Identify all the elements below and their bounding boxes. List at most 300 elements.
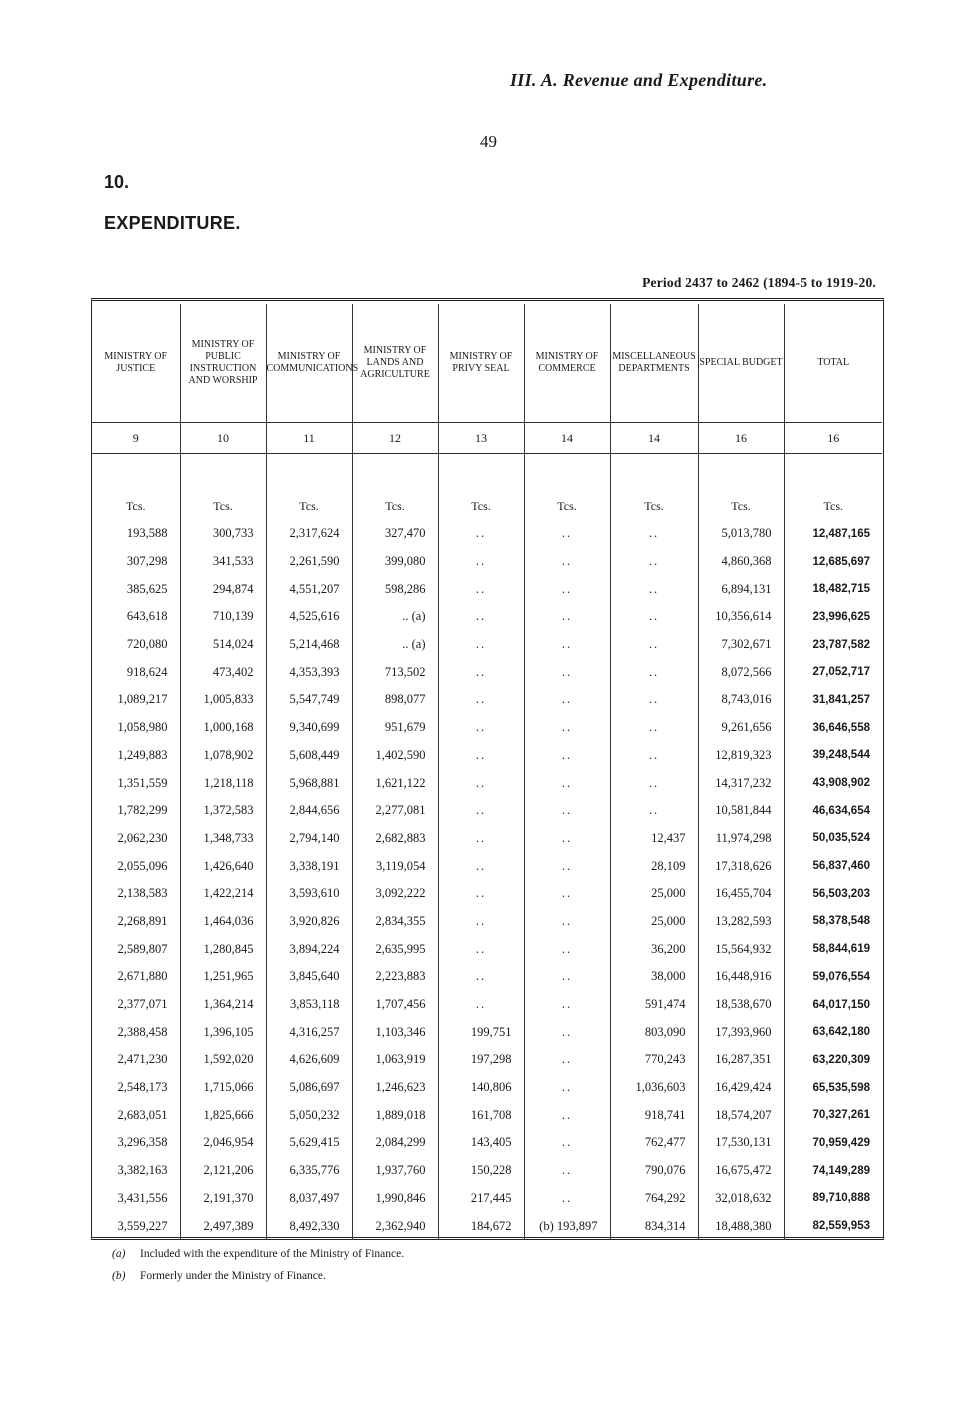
table-cell: ..	[610, 520, 698, 548]
table-cell: 5,547,749	[266, 686, 352, 714]
table-cell: 1,103,346	[352, 1018, 438, 1046]
table-row	[92, 880, 882, 908]
col-number: 12	[352, 423, 438, 454]
unit-label: Tcs.	[180, 454, 266, 521]
table-cell: 197,298	[438, 1046, 524, 1074]
table-cell: 918,741	[610, 1101, 698, 1129]
table-cell: 25,000	[610, 908, 698, 936]
table-cell: 5,214,468	[266, 631, 352, 659]
table-cell: 27,052,717	[784, 658, 882, 686]
table-cell: 1,422,214	[180, 880, 266, 908]
table-cell: 17,393,960	[698, 1018, 784, 1046]
table-cell: 16,455,704	[698, 880, 784, 908]
table-cell: 2,191,370	[180, 1185, 266, 1213]
table-cell: 58,844,619	[784, 935, 882, 963]
table-cell: 18,538,670	[698, 991, 784, 1019]
table-row	[92, 1074, 882, 1102]
table-cell: 12,437	[610, 825, 698, 853]
table-cell: 2,844,656	[266, 797, 352, 825]
table-cell: 2,471,230	[117, 1052, 168, 1067]
table-cell: 770,243	[610, 1046, 698, 1074]
table-cell: 8,743,016	[698, 686, 784, 714]
table-cell: 3,119,054	[352, 852, 438, 880]
expenditure-table	[92, 304, 882, 1240]
table-row	[92, 686, 882, 714]
table-cell: 1,364,214	[180, 991, 266, 1019]
table-cell: 38,000	[610, 963, 698, 991]
table-cell: 1,825,666	[180, 1101, 266, 1129]
footnote-text: Included with the expenditure of the Ministry of Finance.	[140, 1248, 405, 1260]
table-cell: 898,077	[352, 686, 438, 714]
table-cell: 2,834,355	[352, 908, 438, 936]
table-cell: .. (a)	[352, 603, 438, 631]
table-cell: 58,378,548	[784, 908, 882, 936]
col-number: 14	[610, 423, 698, 454]
table-row	[92, 1018, 882, 1046]
table-cell: 63,220,309	[784, 1046, 882, 1074]
table-cell: 25,000	[610, 880, 698, 908]
column-number-row	[92, 423, 882, 454]
table-cell: 1,280,845	[180, 935, 266, 963]
table-cell: 1,621,122	[352, 769, 438, 797]
table-cell: 4,860,368	[698, 548, 784, 576]
table-cell: 2,548,173	[117, 1080, 168, 1095]
table-cell: ..	[610, 714, 698, 742]
footnote-mark: (a)	[112, 1248, 126, 1260]
table-cell: 1,249,883	[117, 747, 168, 762]
table-cell: 307,298	[126, 554, 168, 569]
table-cell: 217,445	[438, 1185, 524, 1213]
table-cell: ..	[524, 520, 610, 548]
table-row	[92, 1101, 882, 1129]
table-cell: 473,402	[180, 658, 266, 686]
unit-label: Tcs.	[610, 454, 698, 521]
table-cell: 1,089,217	[117, 692, 168, 707]
table-cell: 23,996,625	[784, 603, 882, 631]
table-cell: 643,618	[126, 609, 168, 624]
table-number: 10.	[104, 172, 130, 192]
table-cell: 63,642,180	[784, 1018, 882, 1046]
table-cell: 1,464,036	[180, 908, 266, 936]
table-cell: 8,037,497	[266, 1185, 352, 1213]
table-row	[92, 548, 882, 576]
table-cell: 1,251,965	[180, 963, 266, 991]
table-cell: 591,474	[610, 991, 698, 1019]
table-cell: 74,149,289	[784, 1157, 882, 1185]
table-cell: ..	[524, 686, 610, 714]
table-cell: 16,675,472	[698, 1157, 784, 1185]
table-row	[92, 1129, 882, 1157]
table-cell: 710,139	[180, 603, 266, 631]
unit-label: Tcs.	[524, 454, 610, 521]
table-cell: 12,685,697	[784, 548, 882, 576]
table-cell: 1,402,590	[352, 742, 438, 770]
table-row	[92, 935, 882, 963]
col-header-communications: MINISTRY OF COMMUNICATIONS	[266, 304, 352, 423]
table-cell: ..	[438, 908, 524, 936]
table-cell: 12,487,165	[784, 520, 882, 548]
table-cell: 16,287,351	[698, 1046, 784, 1074]
table-cell: ..	[438, 714, 524, 742]
table-cell: 3,853,118	[266, 991, 352, 1019]
table-cell: 3,296,358	[117, 1135, 168, 1150]
table-cell: 2,055,096	[117, 858, 168, 873]
table-cell: ..	[524, 1185, 610, 1213]
table-cell: 385,625	[126, 581, 168, 596]
col-header-public-instruction: MINISTRY OF PUBLIC INSTRUCTION AND WORSHIP	[180, 304, 266, 423]
table-cell: ..	[524, 963, 610, 991]
table-cell: 161,708	[438, 1101, 524, 1129]
table-cell: ..	[438, 963, 524, 991]
table-cell: 5,968,881	[266, 769, 352, 797]
table-cell: 16,429,424	[698, 1074, 784, 1102]
table-cell: 1,351,559	[117, 775, 168, 790]
table-cell: 1,782,299	[117, 803, 168, 818]
footnote-mark: (b)	[112, 1270, 126, 1282]
table-cell: 10,581,844	[698, 797, 784, 825]
table-cell: 28,109	[610, 852, 698, 880]
col-number: 14	[524, 423, 610, 454]
table-cell: 2,062,230	[117, 830, 168, 845]
table-cell: 9,261,656	[698, 714, 784, 742]
table-row	[92, 852, 882, 880]
table-cell: ..	[524, 1018, 610, 1046]
table-cell: ..	[524, 1129, 610, 1157]
table-cell: ..	[524, 575, 610, 603]
col-number: 13	[438, 423, 524, 454]
table-cell: 2,497,389	[180, 1212, 266, 1240]
table-cell: 46,634,654	[784, 797, 882, 825]
column-header-row	[92, 304, 882, 423]
table-cell: 70,959,429	[784, 1129, 882, 1157]
col-header-special-budget: SPECIAL BUDGET	[698, 304, 784, 423]
table-cell: 5,050,232	[266, 1101, 352, 1129]
table-cell: ..	[438, 769, 524, 797]
table-cell: 31,841,257	[784, 686, 882, 714]
table-cell: 327,470	[352, 520, 438, 548]
table-row	[92, 575, 882, 603]
table-cell: 1,063,919	[352, 1046, 438, 1074]
table-cell: 82,559,953	[784, 1212, 882, 1240]
table-row	[92, 769, 882, 797]
table-cell: 17,318,626	[698, 852, 784, 880]
table-cell: 598,286	[352, 575, 438, 603]
table-cell: 6,335,776	[266, 1157, 352, 1185]
table-cell: 3,092,222	[352, 880, 438, 908]
table-cell: 1,005,833	[180, 686, 266, 714]
table-cell: ..	[524, 548, 610, 576]
unit-label: Tcs.	[352, 454, 438, 521]
table-cell: ..	[524, 880, 610, 908]
table-cell: ..	[438, 880, 524, 908]
table-cell: ..	[524, 631, 610, 659]
table-cell: 2,794,140	[266, 825, 352, 853]
table-row	[92, 520, 882, 548]
col-header-miscellaneous: MISCELLANEOUS DEPARTMENTS	[610, 304, 698, 423]
table-cell: ..	[438, 575, 524, 603]
table-cell: 1,937,760	[352, 1157, 438, 1185]
table-cell: 1,889,018	[352, 1101, 438, 1129]
col-header-total: TOTAL	[784, 304, 882, 423]
unit-row	[92, 454, 882, 521]
table-cell: ..	[610, 769, 698, 797]
table-cell: 36,200	[610, 935, 698, 963]
unit-label: Tcs.	[266, 454, 352, 521]
table-cell: 1,396,105	[180, 1018, 266, 1046]
table-cell: ..	[438, 742, 524, 770]
table-cell: 3,894,224	[266, 935, 352, 963]
table-cell: 23,787,582	[784, 631, 882, 659]
table-row	[92, 991, 882, 1019]
table-cell: 1,058,980	[117, 720, 168, 735]
period-caption: Period 2437 to 2462 (1894-5 to 1919-20.	[642, 275, 876, 290]
table-cell: 36,646,558	[784, 714, 882, 742]
col-header-privy-seal: MINISTRY OF PRIVY SEAL	[438, 304, 524, 423]
table-row	[92, 742, 882, 770]
table-cell: 32,018,632	[698, 1185, 784, 1213]
table-cell: 16,448,916	[698, 963, 784, 991]
table-cell: 14,317,232	[698, 769, 784, 797]
table-cell: 43,908,902	[784, 769, 882, 797]
table-cell: ..	[438, 548, 524, 576]
table-cell: 18,482,715	[784, 575, 882, 603]
table-cell: ..	[524, 742, 610, 770]
table-cell: 39,248,544	[784, 742, 882, 770]
table-cell: 56,503,203	[784, 880, 882, 908]
table-cell: ..	[524, 1046, 610, 1074]
table-cell: 2,671,880	[117, 969, 168, 984]
section-title: III. A. Revenue and Expenditure.	[510, 70, 768, 90]
table-cell: 2,223,883	[352, 963, 438, 991]
table-row	[92, 631, 882, 659]
table-cell: 1,348,733	[180, 825, 266, 853]
table-cell: ..	[438, 935, 524, 963]
table-cell: 9,340,699	[266, 714, 352, 742]
table-cell: 65,535,598	[784, 1074, 882, 1102]
table-cell: 1,218,118	[180, 769, 266, 797]
table-cell: 2,121,206	[180, 1157, 266, 1185]
table-cell: ..	[438, 797, 524, 825]
table-row	[92, 825, 882, 853]
table-cell: 918,624	[126, 664, 168, 679]
table-cell: ..	[438, 852, 524, 880]
table-cell: 1,715,066	[180, 1074, 266, 1102]
table-cell: 4,551,207	[266, 575, 352, 603]
table-cell: ..	[524, 852, 610, 880]
table-cell: ..	[610, 548, 698, 576]
table-cell: ..	[438, 686, 524, 714]
table-cell: 2,277,081	[352, 797, 438, 825]
table-row	[92, 963, 882, 991]
table-cell: 184,672	[438, 1212, 524, 1240]
table-cell: ..	[524, 603, 610, 631]
table-title: EXPENDITURE.	[104, 213, 241, 233]
table-cell: ..	[524, 1074, 610, 1102]
table-cell: 764,292	[610, 1185, 698, 1213]
table-cell: 7,302,671	[698, 631, 784, 659]
table-cell: 4,316,257	[266, 1018, 352, 1046]
table-cell: 2,683,051	[117, 1107, 168, 1122]
table-cell: 294,874	[180, 575, 266, 603]
table-cell: 2,046,954	[180, 1129, 266, 1157]
table-cell: 2,268,891	[117, 913, 168, 928]
table-cell: ..	[438, 658, 524, 686]
table-cell: ..	[610, 742, 698, 770]
table-cell: 50,035,524	[784, 825, 882, 853]
table-cell: 6,894,131	[698, 575, 784, 603]
table-cell: 1,036,603	[610, 1074, 698, 1102]
table-cell: 18,488,380	[698, 1212, 784, 1240]
table-cell: 341,533	[180, 548, 266, 576]
table-cell: ..	[524, 714, 610, 742]
table-cell: ..	[524, 1101, 610, 1129]
table-cell: 18,574,207	[698, 1101, 784, 1129]
table-cell: ..	[438, 603, 524, 631]
table-cell: 803,090	[610, 1018, 698, 1046]
table-cell: 2,261,590	[266, 548, 352, 576]
table-cell: ..	[610, 658, 698, 686]
col-number: 11	[266, 423, 352, 454]
col-number: 10	[180, 423, 266, 454]
table-cell: 2,377,071	[117, 997, 168, 1012]
table-cell: (b) 193,897	[524, 1212, 610, 1240]
table-cell: 70,327,261	[784, 1101, 882, 1129]
table-cell: 3,559,227	[117, 1218, 168, 1233]
table-cell: 13,282,593	[698, 908, 784, 936]
table-cell: 2,084,299	[352, 1129, 438, 1157]
table-row	[92, 908, 882, 936]
table-cell: 1,000,168	[180, 714, 266, 742]
table-cell: 1,246,623	[352, 1074, 438, 1102]
table-row	[92, 714, 882, 742]
table-cell: 2,317,624	[266, 520, 352, 548]
table-cell: 5,629,415	[266, 1129, 352, 1157]
table-cell: 59,076,554	[784, 963, 882, 991]
table-cell: 1,078,902	[180, 742, 266, 770]
table-cell: 3,593,610	[266, 880, 352, 908]
page-number: 49	[480, 132, 497, 151]
table-cell: 3,338,191	[266, 852, 352, 880]
table-cell: 713,502	[352, 658, 438, 686]
table-cell: ..	[524, 908, 610, 936]
table-cell: ..	[524, 991, 610, 1019]
table-cell: ..	[610, 631, 698, 659]
table-cell: 2,362,940	[352, 1212, 438, 1240]
table-cell: 17,530,131	[698, 1129, 784, 1157]
table-cell: 56,837,460	[784, 852, 882, 880]
table-cell: 5,013,780	[698, 520, 784, 548]
table-cell: .. (a)	[352, 631, 438, 659]
col-number: 16	[698, 423, 784, 454]
table-cell: 300,733	[180, 520, 266, 548]
table-cell: 5,086,697	[266, 1074, 352, 1102]
table-cell: 1,592,020	[180, 1046, 266, 1074]
table-cell: 5,608,449	[266, 742, 352, 770]
table-cell: 150,228	[438, 1157, 524, 1185]
table-row	[92, 1157, 882, 1185]
table-cell: 8,072,566	[698, 658, 784, 686]
table-cell: ..	[438, 825, 524, 853]
table-cell: ..	[610, 575, 698, 603]
table-cell: 2,589,807	[117, 941, 168, 956]
table-cell: 790,076	[610, 1157, 698, 1185]
table-cell: ..	[438, 520, 524, 548]
unit-label: Tcs.	[698, 454, 784, 521]
col-header-justice: MINISTRY OF JUSTICE	[92, 304, 180, 423]
table-cell: ..	[610, 797, 698, 825]
col-header-lands-agriculture: MINISTRY OF LANDS AND AGRICULTURE	[352, 304, 438, 423]
table-cell: 399,080	[352, 548, 438, 576]
table-cell: 4,353,393	[266, 658, 352, 686]
table-cell: 1,707,456	[352, 991, 438, 1019]
table-cell: ..	[610, 603, 698, 631]
table-row	[92, 1046, 882, 1074]
col-number: 9	[92, 423, 180, 454]
table-cell: 2,138,583	[117, 886, 168, 901]
table-cell: ..	[438, 991, 524, 1019]
table-row	[92, 658, 882, 686]
table-cell: 3,431,556	[117, 1190, 168, 1205]
table-cell: 2,635,995	[352, 935, 438, 963]
footnote-text: Formerly under the Ministry of Finance.	[140, 1270, 326, 1282]
col-number: 16	[784, 423, 882, 454]
table-cell: 951,679	[352, 714, 438, 742]
table-cell: 10,356,614	[698, 603, 784, 631]
table-cell: 12,819,323	[698, 742, 784, 770]
table-cell: 4,626,609	[266, 1046, 352, 1074]
table-row	[92, 797, 882, 825]
table-cell: 4,525,616	[266, 603, 352, 631]
table-cell: ..	[524, 797, 610, 825]
footnote-b	[112, 1270, 326, 1282]
table-cell: 64,017,150	[784, 991, 882, 1019]
table-cell: 720,080	[126, 637, 168, 652]
table-cell: 514,024	[180, 631, 266, 659]
table-cell: 193,588	[126, 526, 168, 541]
table-cell: 834,314	[610, 1212, 698, 1240]
table-cell: 11,974,298	[698, 825, 784, 853]
table-cell: 1,372,583	[180, 797, 266, 825]
table-cell: 15,564,932	[698, 935, 784, 963]
footnote-a	[112, 1248, 404, 1260]
table-cell: ..	[524, 825, 610, 853]
table-cell: 762,477	[610, 1129, 698, 1157]
table-cell: ..	[524, 1157, 610, 1185]
table-cell: 3,382,163	[117, 1163, 168, 1178]
unit-label: Tcs.	[126, 499, 146, 513]
table-cell: 3,845,640	[266, 963, 352, 991]
table-cell: 140,806	[438, 1074, 524, 1102]
table-cell: 2,682,883	[352, 825, 438, 853]
table-cell: 1,990,846	[352, 1185, 438, 1213]
table-cell: 8,492,330	[266, 1212, 352, 1240]
table-cell: 3,920,826	[266, 908, 352, 936]
table-row	[92, 1212, 882, 1240]
table-cell: 2,388,458	[117, 1024, 168, 1039]
table-cell: ..	[524, 769, 610, 797]
table-cell: 143,405	[438, 1129, 524, 1157]
table-row	[92, 1185, 882, 1213]
col-header-commerce: MINISTRY OF COMMERCE	[524, 304, 610, 423]
table-row	[92, 603, 882, 631]
table-cell: ..	[524, 935, 610, 963]
table-cell: ..	[524, 658, 610, 686]
unit-label: Tcs.	[784, 454, 882, 521]
table-cell: 89,710,888	[784, 1185, 882, 1213]
table-cell: 199,751	[438, 1018, 524, 1046]
unit-label: Tcs.	[438, 454, 524, 521]
table-cell: ..	[438, 631, 524, 659]
